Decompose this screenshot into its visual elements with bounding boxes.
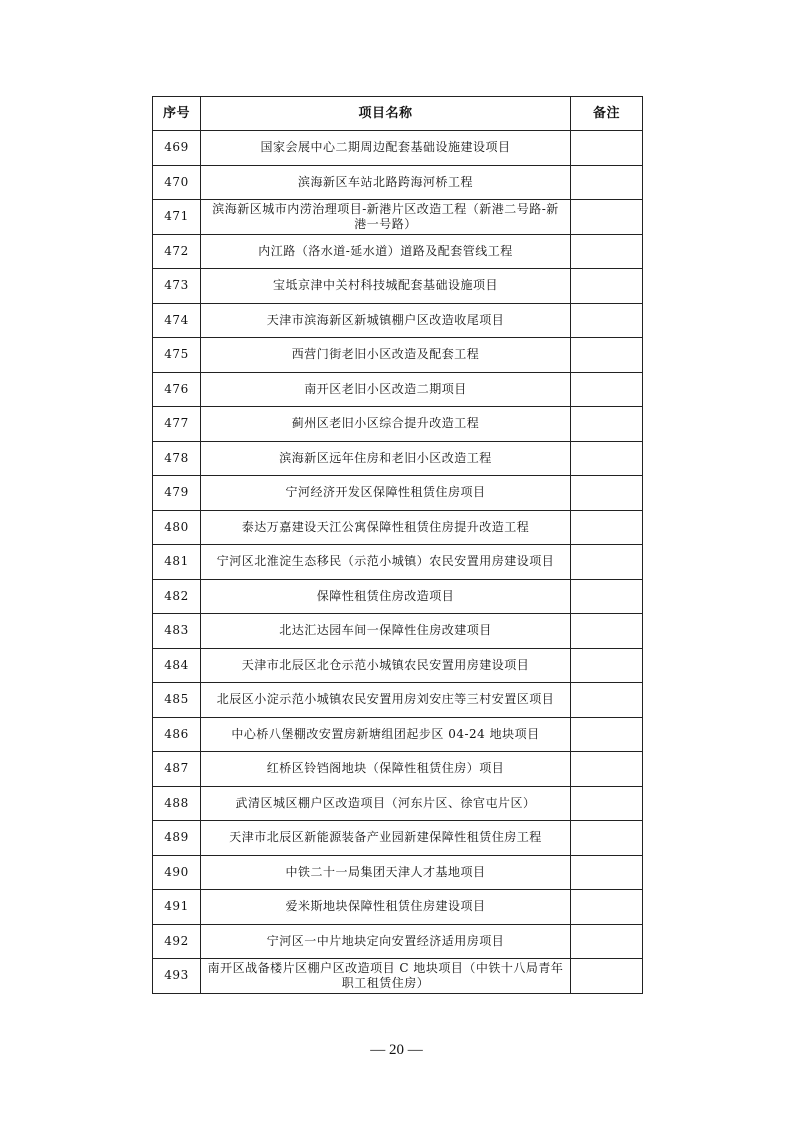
row-project-name: 滨海新区远年住房和老旧小区改造工程 — [201, 441, 571, 476]
table-row — [153, 924, 643, 959]
row-project-name: 中铁二十一局集团天津人才基地项目 — [201, 855, 571, 890]
row-project-name: 滨海新区城市内涝治理项目-新港片区改造工程（新港二号路-新港一号路） — [201, 200, 571, 235]
table-row — [153, 407, 643, 442]
table-header-row — [153, 97, 643, 131]
row-serial-number: 484 — [153, 648, 201, 683]
row-project-name: 宁河区一中片地块定向安置经济适用房项目 — [201, 924, 571, 959]
row-project-name: 南开区战备楼片区棚户区改造项目 C 地块项目（中铁十八局青年职工租赁住房） — [201, 959, 571, 994]
row-serial-number: 483 — [153, 614, 201, 649]
row-serial-number: 472 — [153, 234, 201, 269]
table-row — [153, 855, 643, 890]
row-remarks — [571, 510, 643, 545]
row-remarks — [571, 648, 643, 683]
row-serial-number: 491 — [153, 890, 201, 925]
header-project-name: 项目名称 — [201, 97, 571, 131]
row-project-name: 宝坻京津中关村科技城配套基础设施项目 — [201, 269, 571, 304]
row-remarks — [571, 165, 643, 200]
row-remarks — [571, 855, 643, 890]
row-remarks — [571, 200, 643, 235]
row-project-name: 北辰区小淀示范小城镇农民安置用房刘安庄等三村安置区项目 — [201, 683, 571, 718]
row-serial-number: 487 — [153, 752, 201, 787]
table-row — [153, 372, 643, 407]
row-serial-number: 473 — [153, 269, 201, 304]
row-project-name: 北达汇达园车间一保障性住房改建项目 — [201, 614, 571, 649]
table-row — [153, 338, 643, 373]
row-serial-number: 490 — [153, 855, 201, 890]
row-remarks — [571, 959, 643, 994]
table-row — [153, 441, 643, 476]
row-remarks — [571, 683, 643, 718]
row-project-name: 蓟州区老旧小区综合提升改造工程 — [201, 407, 571, 442]
row-remarks — [571, 338, 643, 373]
row-serial-number: 477 — [153, 407, 201, 442]
table-row — [153, 510, 643, 545]
row-project-name: 天津市滨海新区新城镇棚户区改造收尾项目 — [201, 303, 571, 338]
table-row — [153, 821, 643, 856]
table-row — [153, 545, 643, 580]
table-row — [153, 200, 643, 235]
row-project-name: 天津市北辰区北仓示范小城镇农民安置用房建设项目 — [201, 648, 571, 683]
header-serial-number: 序号 — [153, 97, 201, 131]
row-remarks — [571, 234, 643, 269]
row-remarks — [571, 924, 643, 959]
row-project-name: 国家会展中心二期周边配套基础设施建设项目 — [201, 131, 571, 166]
table-row — [153, 269, 643, 304]
row-remarks — [571, 545, 643, 580]
row-remarks — [571, 372, 643, 407]
row-serial-number: 479 — [153, 476, 201, 511]
row-remarks — [571, 303, 643, 338]
row-project-name: 宁河区北淮淀生态移民（示范小城镇）农民安置用房建设项目 — [201, 545, 571, 580]
row-serial-number: 492 — [153, 924, 201, 959]
table-row — [153, 683, 643, 718]
table-row — [153, 786, 643, 821]
row-project-name: 泰达万嘉建设天江公寓保障性租赁住房提升改造工程 — [201, 510, 571, 545]
project-table — [152, 96, 643, 994]
table-row — [153, 890, 643, 925]
row-serial-number: 488 — [153, 786, 201, 821]
row-project-name: 中心桥八堡棚改安置房新塘组团起步区 04-24 地块项目 — [201, 717, 571, 752]
row-remarks — [571, 786, 643, 821]
row-remarks — [571, 441, 643, 476]
row-serial-number: 478 — [153, 441, 201, 476]
table-row — [153, 131, 643, 166]
row-project-name: 内江路（洛水道-延水道）道路及配套管线工程 — [201, 234, 571, 269]
row-project-name: 宁河经济开发区保障性租赁住房项目 — [201, 476, 571, 511]
row-remarks — [571, 269, 643, 304]
row-project-name: 保障性租赁住房改造项目 — [201, 579, 571, 614]
row-remarks — [571, 614, 643, 649]
table-row — [153, 579, 643, 614]
row-remarks — [571, 476, 643, 511]
row-serial-number: 469 — [153, 131, 201, 166]
header-remarks: 备注 — [571, 97, 643, 131]
row-project-name: 滨海新区车站北路跨海河桥工程 — [201, 165, 571, 200]
row-serial-number: 476 — [153, 372, 201, 407]
row-serial-number: 475 — [153, 338, 201, 373]
table-row — [153, 165, 643, 200]
row-project-name: 红桥区铃铛阁地块（保障性租赁住房）项目 — [201, 752, 571, 787]
row-serial-number: 471 — [153, 200, 201, 235]
row-serial-number: 482 — [153, 579, 201, 614]
table-row — [153, 648, 643, 683]
row-serial-number: 474 — [153, 303, 201, 338]
table-row — [153, 234, 643, 269]
row-project-name: 武清区城区棚户区改造项目（河东片区、徐官屯片区） — [201, 786, 571, 821]
row-project-name: 西营门街老旧小区改造及配套工程 — [201, 338, 571, 373]
page-number: — 20 — — [370, 1042, 423, 1058]
table-row — [153, 752, 643, 787]
row-remarks — [571, 890, 643, 925]
row-project-name: 爱米斯地块保障性租赁住房建设项目 — [201, 890, 571, 925]
table-row — [153, 614, 643, 649]
row-project-name: 南开区老旧小区改造二期项目 — [201, 372, 571, 407]
row-serial-number: 481 — [153, 545, 201, 580]
row-remarks — [571, 131, 643, 166]
row-remarks — [571, 579, 643, 614]
row-serial-number: 485 — [153, 683, 201, 718]
row-serial-number: 489 — [153, 821, 201, 856]
row-remarks — [571, 821, 643, 856]
row-serial-number: 493 — [153, 959, 201, 994]
table-row — [153, 717, 643, 752]
row-remarks — [571, 752, 643, 787]
table-row — [153, 476, 643, 511]
row-remarks — [571, 717, 643, 752]
row-project-name: 天津市北辰区新能源装备产业园新建保障性租赁住房工程 — [201, 821, 571, 856]
table-row — [153, 303, 643, 338]
row-serial-number: 470 — [153, 165, 201, 200]
row-serial-number: 486 — [153, 717, 201, 752]
table-row — [153, 959, 643, 994]
row-serial-number: 480 — [153, 510, 201, 545]
row-remarks — [571, 407, 643, 442]
